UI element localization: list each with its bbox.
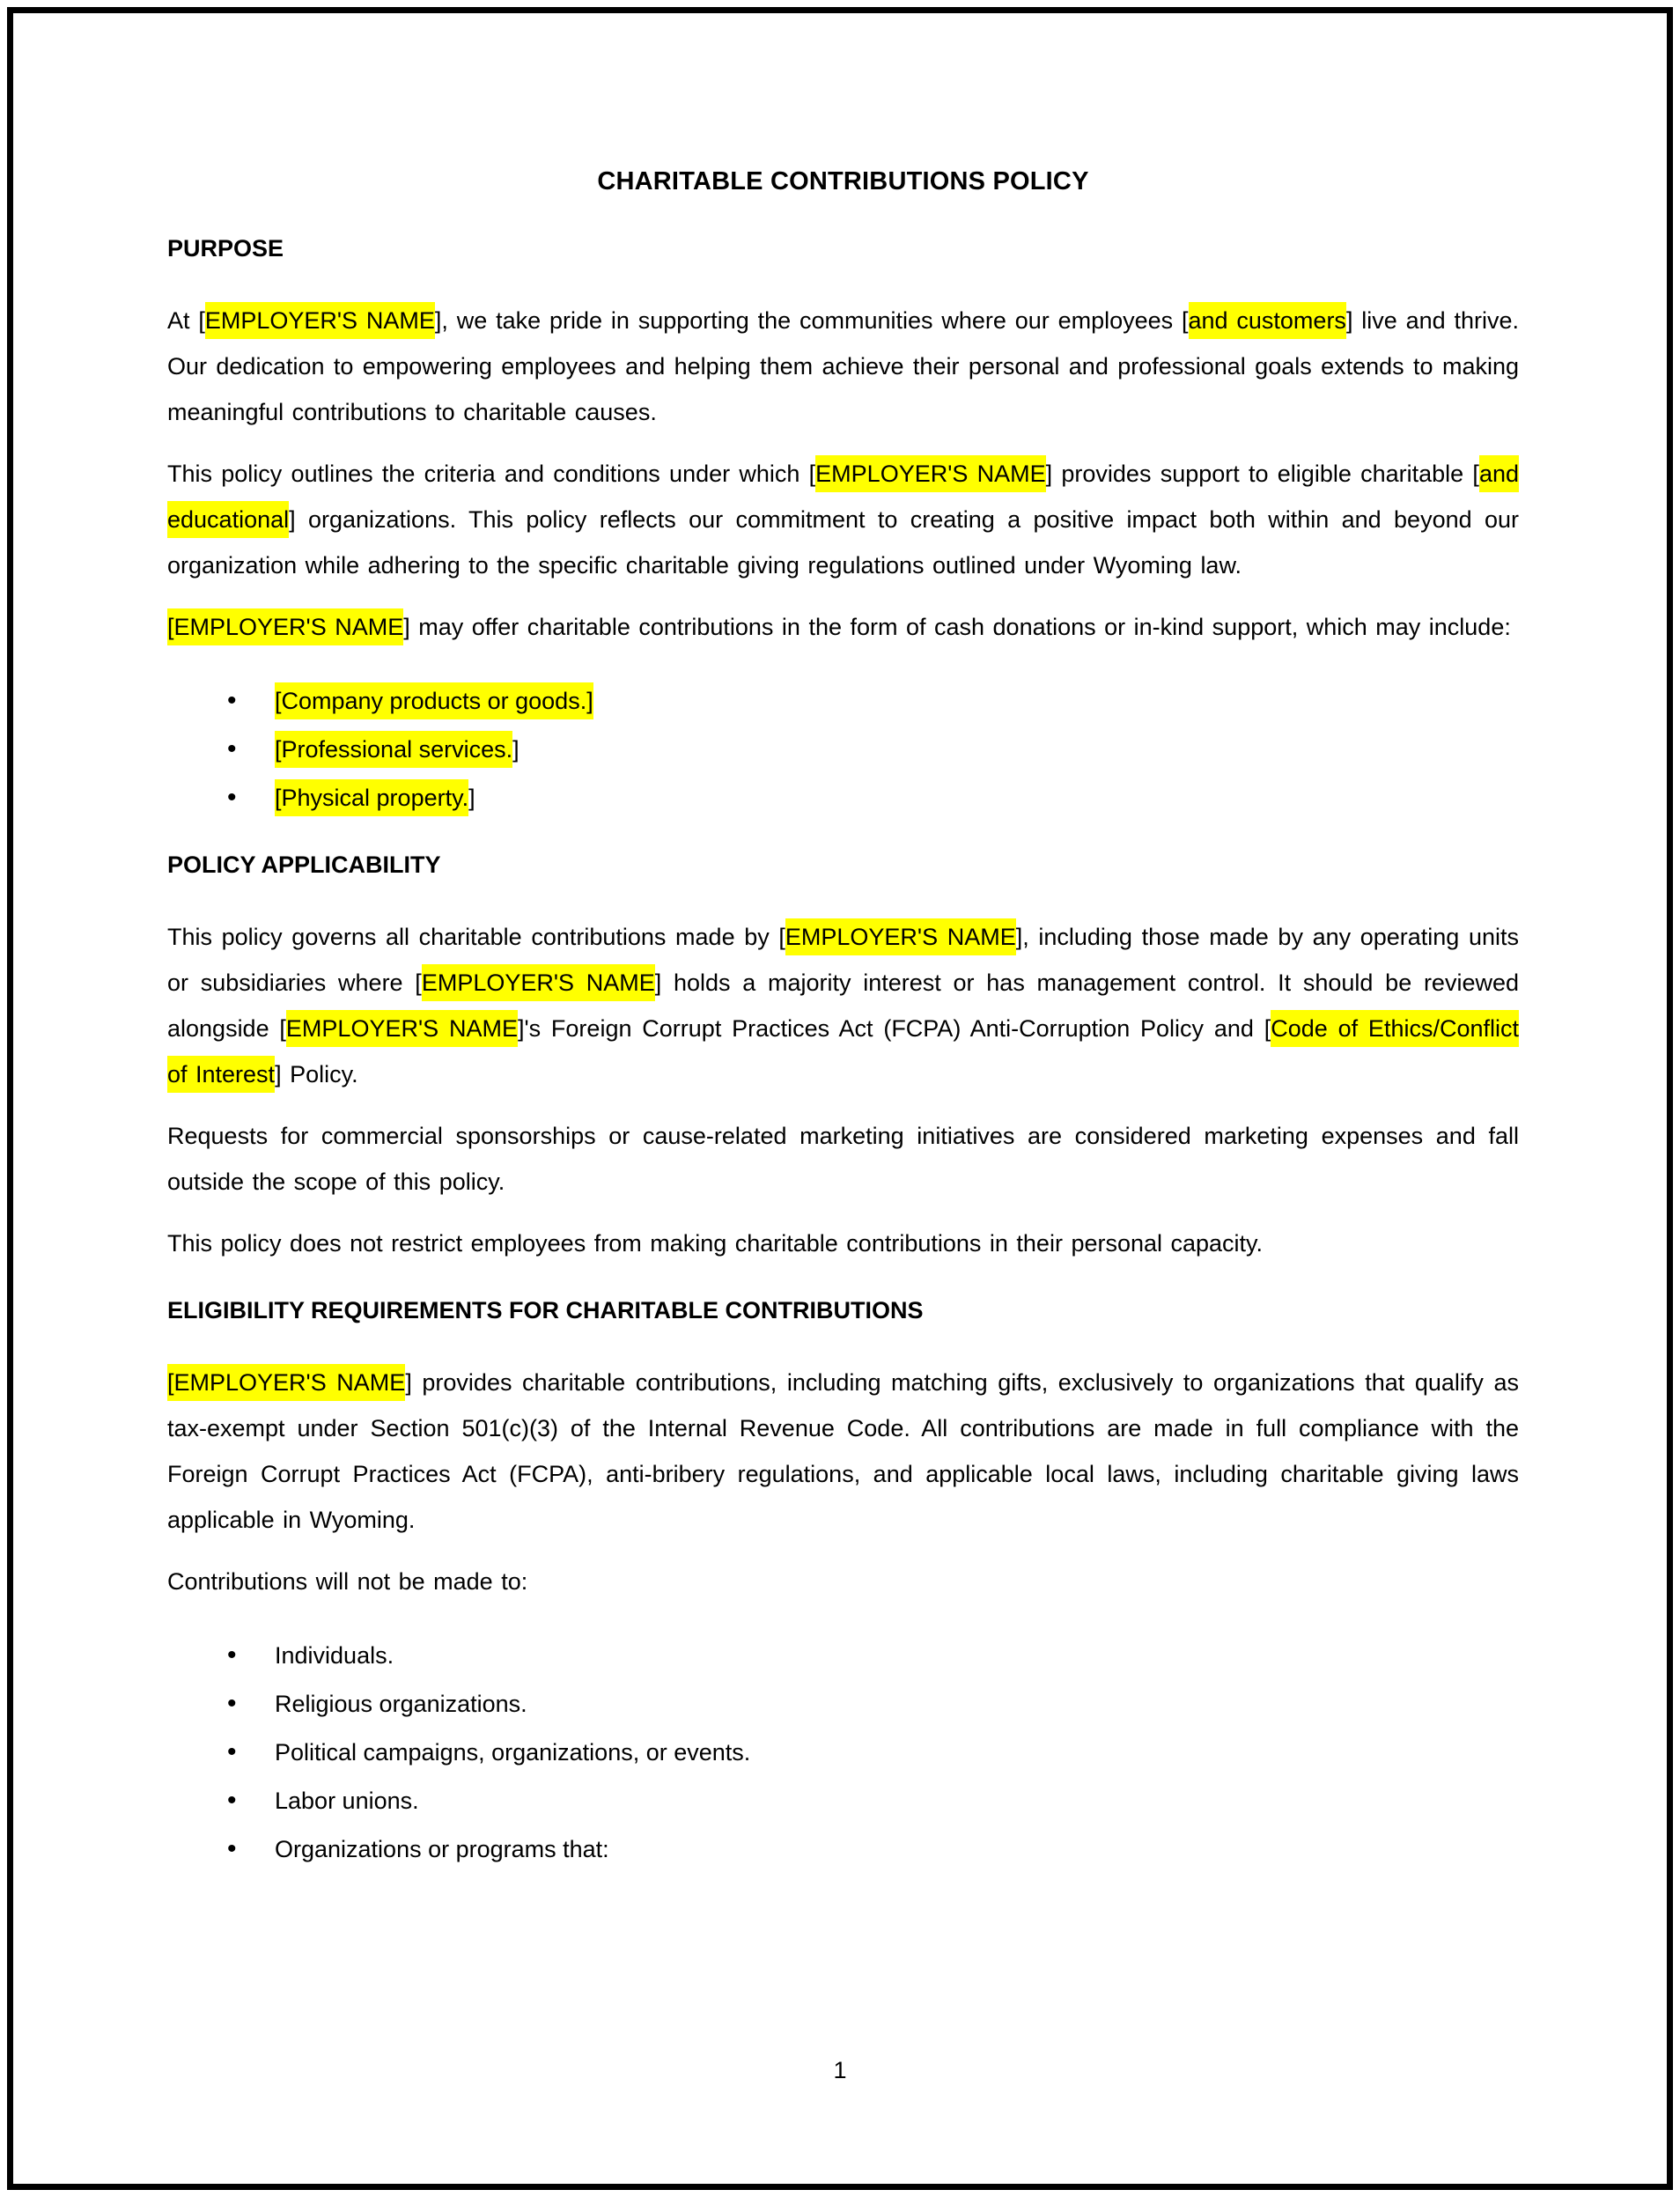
highlighted-segment: [EMPLOYER'S NAME [167,1364,405,1401]
contribution-types-list [167,678,1519,821]
text-segment: This policy outlines the criteria and conditions under which [ [167,461,816,487]
highlighted-segment: EMPLOYER'S NAME [205,302,435,339]
purpose-paragraph-2 [167,451,1519,588]
eligibility-paragraph-2 [167,1559,1519,1604]
bullet-item [167,1633,1519,1678]
text-segment: ] provides support to eligible charitable [ [1045,461,1479,487]
text-segment: Requests for commercial sponsorships or cause-related marketing initiatives are considered marketing expenses and fall outside the scope of this policy. [167,1123,1519,1195]
purpose-paragraph-1 [167,298,1519,435]
policy-applicability-paragraph-2 [167,1113,1519,1205]
text-segment: This policy does not restrict employees from making charitable contributions in their personal capacity. [167,1230,1264,1257]
highlighted-segment: and customers [1189,302,1346,339]
eligibility-paragraph-1 [167,1360,1519,1543]
text-segment: ] organizations. This policy reflects our commitment to creating a positive impact both within and beyond our organization while adhering to the specific charitable giving regulations outlined under Wyoming law. [167,506,1519,579]
bullet-item [167,726,1519,772]
highlighted-segment: [Company products or goods.] [275,682,593,719]
policy-applicability-paragraph-3 [167,1220,1519,1266]
bullet-item [167,678,1519,724]
text-segment: ] holds a majority interest or has management control. It should be reviewed alongside [ [167,969,1519,1042]
policy-applicability-heading: POLICY APPLICABILITY [167,852,441,878]
highlighted-segment: [Physical property. [275,779,468,816]
eligibility-heading: ELIGIBILITY REQUIREMENTS FOR CHARITABLE CONTRIBUTIONS [167,1297,924,1323]
bullet-item [167,1826,1519,1872]
purpose-heading: PURPOSE [167,235,284,262]
text-segment: ], including those made by any operating units or subsidiaries where [ [167,924,1519,996]
document-title: CHARITABLE CONTRIBUTIONS POLICY [597,167,1089,195]
text-segment: Religious organizations. [275,1691,527,1717]
highlighted-segment: [EMPLOYER'S NAME [167,608,403,645]
purpose-paragraph-3 [167,604,1519,650]
text-segment: Organizations or programs that: [275,1836,609,1862]
text-segment: ] [512,736,519,763]
text-segment: ] Policy. [275,1061,358,1087]
text-segment: ] may offer charitable contributions in the form of cash donations or in-kind support, which may include: [403,614,1511,640]
bullet-item [167,1778,1519,1824]
text-segment: Contributions will not be made to: [167,1568,528,1595]
highlighted-segment: and educational [167,455,1519,538]
text-segment: ] [468,785,475,811]
text-segment: ] live and thrive. Our dedication to empowering employees and helping them achieve their personal and professional goals extends to making meaningful contributions to charitable causes. [167,307,1520,425]
text-segment: Labor unions. [275,1788,419,1814]
bullet-item [167,1729,1519,1775]
page-number: 1 [833,2057,847,2083]
text-segment: This policy governs all charitable contributions made by [ [167,924,785,950]
text-segment: At [ [167,307,205,334]
highlighted-segment: EMPLOYER'S NAME [785,918,1016,955]
text-segment: ] provides charitable contributions, including matching gifts, exclusively to organizations that qualify as tax-exempt under Section 501(c)(3) of the Internal Revenue Code. All contributions are made in full compliance with the Foreign Corrupt Practices Act (FCPA), anti-bribery regulations, and applicable local laws, including charitable giving laws applicable in Wyoming. [167,1369,1519,1533]
text-segment: Individuals. [275,1642,394,1669]
policy-applicability-paragraph-1 [167,914,1519,1097]
highlighted-segment: Code of Ethics/Conflict of Interest [167,1010,1519,1093]
text-segment: Political campaigns, organizations, or events. [275,1739,751,1766]
highlighted-segment: EMPLOYER'S NAME [286,1010,518,1047]
bullet-item [167,1681,1519,1727]
text-segment: ]'s Foreign Corrupt Practices Act (FCPA) Anti-Corruption Policy and [ [517,1015,1271,1042]
highlighted-segment: EMPLOYER'S NAME [815,455,1045,492]
text-segment: ], we take pride in supporting the communities where our employees [ [434,307,1189,334]
bullet-item [167,775,1519,821]
excluded-recipients-list [167,1633,1519,1872]
highlighted-segment: EMPLOYER'S NAME [422,964,655,1001]
document-content [167,0,1519,1875]
highlighted-segment: [Professional services. [275,731,512,768]
